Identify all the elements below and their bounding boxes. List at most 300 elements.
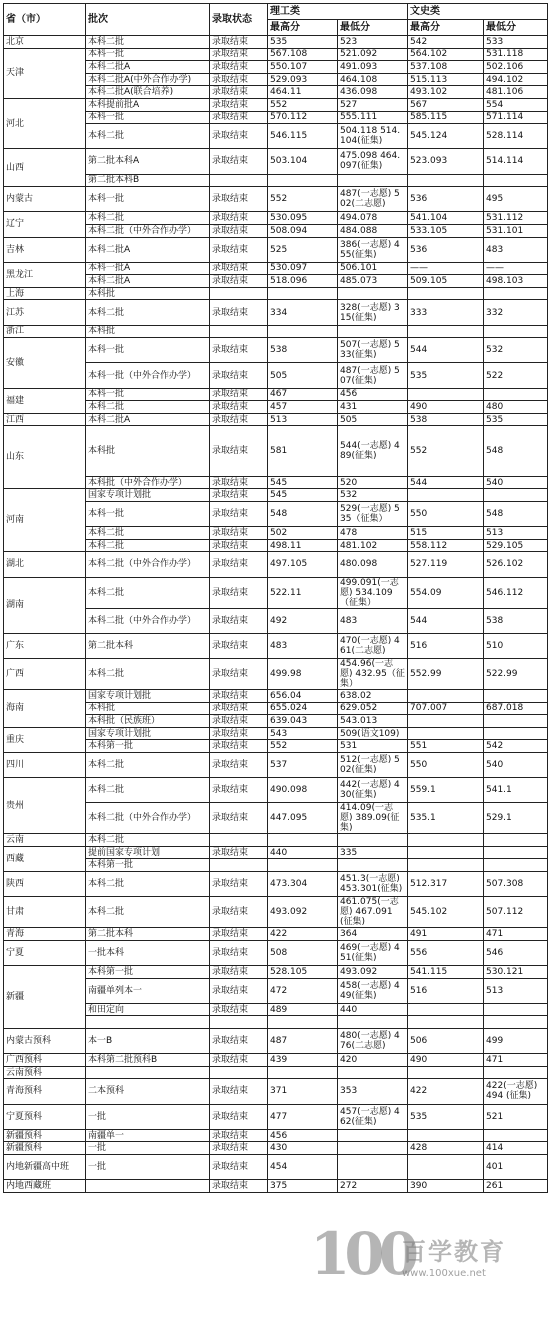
science-min-cell: 461.075(一志愿) 467.091 (征集)	[338, 897, 408, 928]
batch-cell: 本科批	[86, 287, 210, 300]
arts-max-cell: 559.1	[408, 778, 484, 803]
arts-max-cell	[408, 689, 484, 702]
province-cell: 西藏	[4, 846, 86, 871]
header-science: 理工类	[268, 4, 408, 20]
arts-max-cell	[408, 846, 484, 859]
science-min-cell: 481.102	[338, 539, 408, 552]
arts-max-cell: 544	[408, 608, 484, 633]
batch-cell: 本科二批	[86, 834, 210, 847]
science-min-cell: 521.092	[338, 48, 408, 61]
arts-min-cell	[484, 174, 548, 187]
science-max-cell: 483	[268, 633, 338, 658]
status-cell: 录取结束	[210, 658, 268, 689]
province-cell: 湖北	[4, 552, 86, 577]
status-cell: 录取结束	[210, 149, 268, 174]
province-cell: 广西预科	[4, 1054, 86, 1067]
batch-cell: 第二批本科A	[86, 149, 210, 174]
science-min-cell	[338, 325, 408, 338]
arts-max-cell	[408, 1129, 484, 1142]
table-row	[4, 872, 548, 897]
status-cell: 录取结束	[210, 940, 268, 965]
status-cell: 录取结束	[210, 262, 268, 275]
status-cell: 录取结束	[210, 388, 268, 401]
table-row	[4, 1180, 548, 1193]
science-max-cell: 528.105	[268, 966, 338, 979]
arts-min-cell: 522	[484, 363, 548, 388]
table-row	[4, 846, 548, 859]
arts-max-cell	[408, 388, 484, 401]
science-min-cell: 529(一志愿) 535（征集）	[338, 501, 408, 526]
status-cell: 录取结束	[210, 727, 268, 740]
science-min-cell: 544(一志愿) 489(征集)	[338, 426, 408, 476]
arts-max-cell: 541.115	[408, 966, 484, 979]
science-max-cell: 548	[268, 501, 338, 526]
batch-cell: 本科批	[86, 702, 210, 715]
table-row	[4, 702, 548, 715]
arts-min-cell: 514.114	[484, 149, 548, 174]
science-max-cell: 545	[268, 476, 338, 489]
science-min-cell: 509(语文109)	[338, 727, 408, 740]
table-row	[4, 740, 548, 753]
batch-cell: 本科第二批预科B	[86, 1054, 210, 1067]
science-max-cell: 530.095	[268, 212, 338, 225]
province-cell: 内地新疆高中班	[4, 1154, 86, 1179]
arts-min-cell: 414	[484, 1142, 548, 1155]
arts-max-cell: 564.102	[408, 48, 484, 61]
arts-max-cell: 552	[408, 426, 484, 476]
arts-max-cell: 550	[408, 752, 484, 777]
science-max-cell: 456	[268, 1129, 338, 1142]
status-cell: 录取结束	[210, 1154, 268, 1179]
science-min-cell	[338, 1154, 408, 1179]
status-cell: 录取结束	[210, 61, 268, 74]
arts-min-cell: 483	[484, 237, 548, 262]
header-science-min: 最低分	[338, 20, 408, 36]
batch-cell: 本科二批	[86, 577, 210, 608]
science-min-cell	[338, 1142, 408, 1155]
science-min-cell: 493.092	[338, 966, 408, 979]
header-province: 省（市）	[4, 4, 86, 36]
science-min-cell: 638.02	[338, 689, 408, 702]
status-cell: 录取结束	[210, 1104, 268, 1129]
province-cell: 宁夏预科	[4, 1104, 86, 1129]
science-max-cell: 508	[268, 940, 338, 965]
province-cell: 安徽	[4, 338, 86, 388]
arts-min-cell	[484, 834, 548, 847]
arts-max-cell	[408, 715, 484, 728]
science-min-cell	[338, 834, 408, 847]
arts-max-cell	[408, 1016, 484, 1029]
science-max-cell: 440	[268, 846, 338, 859]
arts-max-cell	[408, 727, 484, 740]
arts-max-cell	[408, 1154, 484, 1179]
arts-min-cell: 541.1	[484, 778, 548, 803]
table-row	[4, 752, 548, 777]
status-cell: 录取结束	[210, 224, 268, 237]
province-cell: 河北	[4, 98, 86, 148]
science-max-cell: 567.108	[268, 48, 338, 61]
science-min-cell: 328(一志愿) 315(征集)	[338, 300, 408, 325]
batch-cell: 本科一批	[86, 388, 210, 401]
arts-min-cell	[484, 1003, 548, 1016]
status-cell: 录取结束	[210, 237, 268, 262]
batch-cell: 本科二批（中外合作办学）	[86, 608, 210, 633]
science-min-cell: 431	[338, 401, 408, 414]
batch-cell: 本科二批（中外合作办学）	[86, 224, 210, 237]
status-cell: 录取结束	[210, 501, 268, 526]
arts-min-cell: 480	[484, 401, 548, 414]
arts-min-cell: 502.106	[484, 61, 548, 74]
batch-cell: 本科二批A(中外合作办学)	[86, 73, 210, 86]
arts-max-cell: 523.093	[408, 149, 484, 174]
arts-min-cell: 531.118	[484, 48, 548, 61]
science-max-cell	[268, 1016, 338, 1029]
status-cell: 录取结束	[210, 363, 268, 388]
table-row	[4, 287, 548, 300]
status-cell: 录取结束	[210, 212, 268, 225]
status-cell: 录取结束	[210, 897, 268, 928]
arts-max-cell: 536	[408, 187, 484, 212]
arts-min-cell: 494.102	[484, 73, 548, 86]
science-max-cell: 464.11	[268, 86, 338, 99]
table-row	[4, 834, 548, 847]
status-cell: 录取结束	[210, 552, 268, 577]
table-row	[4, 978, 548, 1003]
batch-cell: 二本预科	[86, 1079, 210, 1104]
science-min-cell: 364	[338, 928, 408, 941]
table-row	[4, 149, 548, 174]
province-cell: 青海	[4, 928, 86, 941]
arts-min-cell: 548	[484, 501, 548, 526]
arts-max-cell: 551	[408, 740, 484, 753]
arts-min-cell: 529.1	[484, 803, 548, 834]
science-min-cell: 483	[338, 608, 408, 633]
arts-max-cell: 533.105	[408, 224, 484, 237]
status-cell	[210, 1016, 268, 1029]
science-max-cell: 656.04	[268, 689, 338, 702]
science-min-cell: 457(一志愿) 462(征集)	[338, 1104, 408, 1129]
arts-max-cell: 707.007	[408, 702, 484, 715]
science-max-cell: 546.115	[268, 124, 338, 149]
arts-max-cell	[408, 859, 484, 872]
arts-max-cell: 516	[408, 633, 484, 658]
table-row	[4, 1003, 548, 1016]
arts-min-cell: 332	[484, 300, 548, 325]
admission-score-table	[3, 3, 548, 1193]
science-min-cell: 505	[338, 413, 408, 426]
status-cell: 录取结束	[210, 1079, 268, 1104]
table-row	[4, 1142, 548, 1155]
province-cell: 陕西	[4, 872, 86, 897]
batch-cell	[86, 1180, 210, 1193]
status-cell: 录取结束	[210, 752, 268, 777]
arts-max-cell	[408, 287, 484, 300]
arts-min-cell: 540	[484, 752, 548, 777]
arts-max-cell: 509.105	[408, 275, 484, 288]
province-cell: 云南	[4, 834, 86, 847]
batch-cell: 本科二批	[86, 401, 210, 414]
arts-max-cell: 556	[408, 940, 484, 965]
science-max-cell	[268, 834, 338, 847]
province-cell: 吉林	[4, 237, 86, 262]
arts-min-cell	[484, 1016, 548, 1029]
science-max-cell: 487	[268, 1028, 338, 1053]
batch-cell: 本科批	[86, 426, 210, 476]
arts-max-cell: 541.104	[408, 212, 484, 225]
table-row	[4, 859, 548, 872]
province-cell: 辽宁	[4, 212, 86, 237]
header-status: 录取状态	[210, 4, 268, 36]
arts-min-cell: 571.114	[484, 111, 548, 124]
science-min-cell: 527	[338, 98, 408, 111]
arts-max-cell: 585.115	[408, 111, 484, 124]
status-cell: 录取结束	[210, 1129, 268, 1142]
batch-cell: 一批	[86, 1142, 210, 1155]
batch-cell: 国家专项计划批	[86, 689, 210, 702]
province-cell: 湖南	[4, 577, 86, 633]
batch-cell	[86, 1016, 210, 1029]
science-max-cell: 497.105	[268, 552, 338, 577]
arts-max-cell: 390	[408, 1180, 484, 1193]
table-row	[4, 658, 548, 689]
arts-max-cell: 428	[408, 1142, 484, 1155]
science-min-cell: 470(一志愿) 461(二志愿)	[338, 633, 408, 658]
arts-min-cell: 531.112	[484, 212, 548, 225]
batch-cell: 国家专项计划批	[86, 489, 210, 502]
logo-number: 100	[310, 1220, 414, 1288]
arts-max-cell: 333	[408, 300, 484, 325]
status-cell	[210, 859, 268, 872]
arts-min-cell: 481.106	[484, 86, 548, 99]
table-row	[4, 633, 548, 658]
batch-cell: 本科二批	[86, 752, 210, 777]
table-row	[4, 426, 548, 476]
science-max-cell: 545	[268, 489, 338, 502]
arts-min-cell	[484, 489, 548, 502]
science-min-cell: 531	[338, 740, 408, 753]
status-cell: 录取结束	[210, 48, 268, 61]
province-cell: 浙江	[4, 325, 86, 338]
batch-cell: 本科二批	[86, 778, 210, 803]
batch-cell: 本科二批	[86, 872, 210, 897]
table-row	[4, 275, 548, 288]
batch-cell: 和田定向	[86, 1003, 210, 1016]
batch-cell: 本科一批A	[86, 262, 210, 275]
arts-min-cell	[484, 846, 548, 859]
science-max-cell: 493.092	[268, 897, 338, 928]
science-min-cell	[338, 174, 408, 187]
arts-min-cell: 513	[484, 978, 548, 1003]
arts-min-cell: 507.112	[484, 897, 548, 928]
status-cell: 录取结束	[210, 300, 268, 325]
arts-max-cell: 515	[408, 527, 484, 540]
arts-min-cell: 499	[484, 1028, 548, 1053]
batch-cell	[86, 1066, 210, 1079]
batch-cell: 南疆单一	[86, 1129, 210, 1142]
science-max-cell: 537	[268, 752, 338, 777]
arts-max-cell: 512.317	[408, 872, 484, 897]
table-row	[4, 300, 548, 325]
science-max-cell: 499.98	[268, 658, 338, 689]
arts-min-cell: 529.105	[484, 539, 548, 552]
arts-max-cell: 535	[408, 363, 484, 388]
logo-url: www.100xue.net	[402, 1268, 486, 1279]
logo-brand: 百学教育	[402, 1238, 506, 1266]
province-cell: 宁夏	[4, 940, 86, 965]
batch-cell: 本科二批	[86, 36, 210, 49]
arts-min-cell: 510	[484, 633, 548, 658]
arts-min-cell: 522.99	[484, 658, 548, 689]
status-cell: 录取结束	[210, 1028, 268, 1053]
table-row	[4, 98, 548, 111]
arts-max-cell	[408, 1066, 484, 1079]
arts-min-cell	[484, 1129, 548, 1142]
science-min-cell: 485.073	[338, 275, 408, 288]
science-min-cell: 436.098	[338, 86, 408, 99]
arts-max-cell: 554.09	[408, 577, 484, 608]
batch-cell: 南疆单列本一	[86, 978, 210, 1003]
science-min-cell: 475.098 464.097(征集)	[338, 149, 408, 174]
header-arts: 文史类	[408, 4, 548, 20]
province-cell: 新疆	[4, 966, 86, 1029]
status-cell: 录取结束	[210, 275, 268, 288]
status-cell: 录取结束	[210, 187, 268, 212]
arts-min-cell: 533	[484, 36, 548, 49]
status-cell: 录取结束	[210, 36, 268, 49]
arts-min-cell: 521	[484, 1104, 548, 1129]
batch-cell: 本一B	[86, 1028, 210, 1053]
science-min-cell: 491.093	[338, 61, 408, 74]
arts-min-cell: 532	[484, 338, 548, 363]
table-row	[4, 401, 548, 414]
science-max-cell: 550.107	[268, 61, 338, 74]
arts-min-cell: 546	[484, 940, 548, 965]
arts-max-cell: 490	[408, 1054, 484, 1067]
science-min-cell: 629.052	[338, 702, 408, 715]
science-min-cell: 451.3(一志愿) 453.301(征集)	[338, 872, 408, 897]
batch-cell: 本科一批	[86, 111, 210, 124]
header-arts-min: 最低分	[484, 20, 548, 36]
batch-cell: 第二批本科	[86, 928, 210, 941]
province-cell: 河南	[4, 489, 86, 552]
status-cell: 录取结束	[210, 778, 268, 803]
science-max-cell	[268, 287, 338, 300]
batch-cell: 本科二批A	[86, 61, 210, 74]
status-cell	[210, 287, 268, 300]
arts-max-cell: 567	[408, 98, 484, 111]
table-row	[4, 527, 548, 540]
science-max-cell: 447.095	[268, 803, 338, 834]
table-row	[4, 1054, 548, 1067]
province-cell: 新疆预科	[4, 1129, 86, 1142]
arts-max-cell: 493.102	[408, 86, 484, 99]
arts-min-cell: 471	[484, 1054, 548, 1067]
table-row	[4, 727, 548, 740]
table-row	[4, 212, 548, 225]
status-cell: 录取结束	[210, 73, 268, 86]
batch-cell: 第二批本科B	[86, 174, 210, 187]
table-row	[4, 940, 548, 965]
status-cell: 录取结束	[210, 98, 268, 111]
science-max-cell: 513	[268, 413, 338, 426]
science-max-cell: 552	[268, 187, 338, 212]
status-cell: 录取结束	[210, 426, 268, 476]
science-max-cell: 334	[268, 300, 338, 325]
table-row	[4, 966, 548, 979]
arts-max-cell: 544	[408, 338, 484, 363]
science-min-cell: 532	[338, 489, 408, 502]
batch-cell: 一批本科	[86, 940, 210, 965]
science-min-cell: 499.091(一志愿) 534.109（征集）	[338, 577, 408, 608]
arts-min-cell: 538	[484, 608, 548, 633]
science-max-cell: 538	[268, 338, 338, 363]
status-cell: 录取结束	[210, 702, 268, 715]
status-cell: 录取结束	[210, 1003, 268, 1016]
province-cell: 内蒙古预科	[4, 1028, 86, 1053]
arts-min-cell	[484, 325, 548, 338]
science-min-cell: 480(一志愿) 476(二志愿)	[338, 1028, 408, 1053]
science-max-cell: 490.098	[268, 778, 338, 803]
science-max-cell	[268, 1066, 338, 1079]
province-cell: 内地西藏班	[4, 1180, 86, 1193]
status-cell: 录取结束	[210, 539, 268, 552]
status-cell: 录取结束	[210, 872, 268, 897]
science-min-cell: 506.101	[338, 262, 408, 275]
status-cell: 录取结束	[210, 1142, 268, 1155]
table-row	[4, 577, 548, 608]
batch-cell: 本科二批（中外合作办学）	[86, 552, 210, 577]
status-cell: 录取结束	[210, 608, 268, 633]
arts-min-cell: 513	[484, 527, 548, 540]
science-max-cell: 535	[268, 36, 338, 49]
province-cell: 甘肃	[4, 897, 86, 928]
arts-max-cell: 545.124	[408, 124, 484, 149]
province-cell: 青海预科	[4, 1079, 86, 1104]
status-cell: 录取结束	[210, 124, 268, 149]
table-row	[4, 608, 548, 633]
batch-cell: 本科第一批	[86, 966, 210, 979]
science-max-cell: 530.097	[268, 262, 338, 275]
arts-min-cell	[484, 859, 548, 872]
batch-cell: 本科一批	[86, 501, 210, 526]
science-max-cell	[268, 325, 338, 338]
science-min-cell: 478	[338, 527, 408, 540]
batch-cell: 本科第一批	[86, 859, 210, 872]
science-min-cell	[338, 859, 408, 872]
science-max-cell: 473.304	[268, 872, 338, 897]
arts-min-cell: 546.112	[484, 577, 548, 608]
table-row	[4, 552, 548, 577]
science-max-cell: 508.094	[268, 224, 338, 237]
batch-cell: 本科二批	[86, 539, 210, 552]
table-row	[4, 1079, 548, 1104]
arts-max-cell	[408, 834, 484, 847]
science-max-cell: 454	[268, 1154, 338, 1179]
status-cell: 录取结束	[210, 1054, 268, 1067]
arts-min-cell: 554	[484, 98, 548, 111]
province-cell: 广东	[4, 633, 86, 658]
status-cell: 录取结束	[210, 111, 268, 124]
science-min-cell: 484.088	[338, 224, 408, 237]
science-max-cell: 375	[268, 1180, 338, 1193]
arts-min-cell: 528.114	[484, 124, 548, 149]
science-min-cell: 440	[338, 1003, 408, 1016]
table-row	[4, 1129, 548, 1142]
batch-cell: 本科二批A	[86, 237, 210, 262]
province-cell: 山西	[4, 149, 86, 187]
batch-cell: 本科提前批A	[86, 98, 210, 111]
status-cell: 录取结束	[210, 803, 268, 834]
